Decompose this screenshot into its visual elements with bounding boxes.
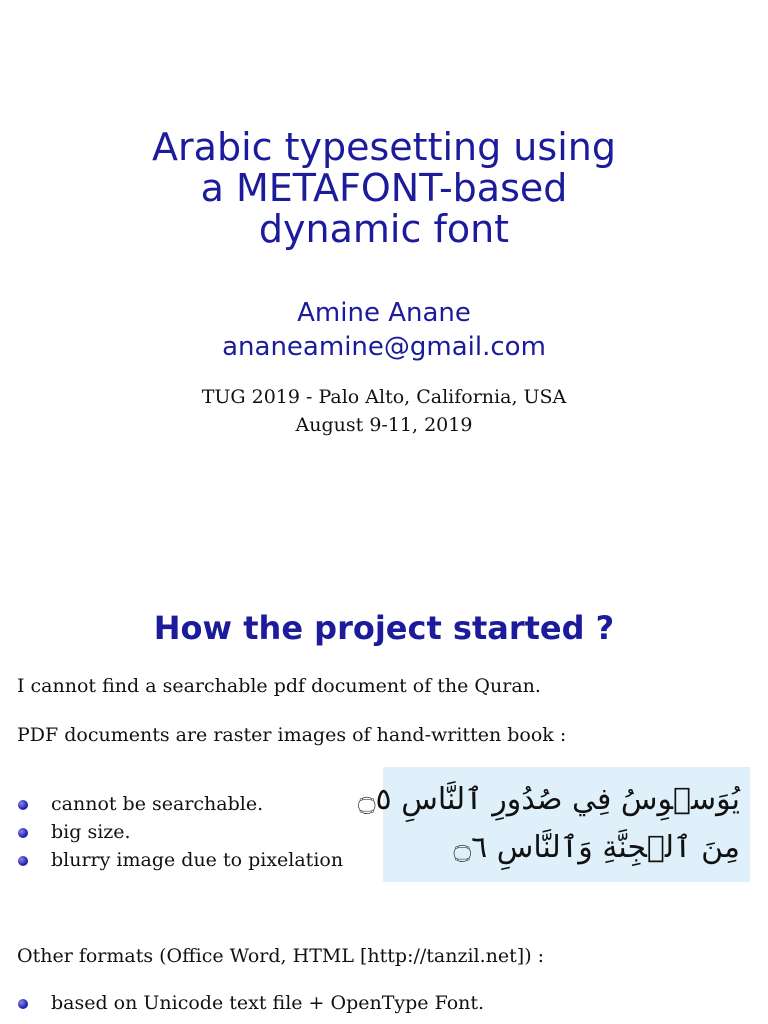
paragraph-3: Other formats (Office Word, HTML [http://tanzil.net]) : <box>17 945 545 967</box>
bullet-list-2 <box>16 989 484 1017</box>
frame-title: How the project started ? <box>153 609 615 647</box>
author-email: ananeamine@gmail.com <box>222 332 546 362</box>
bullet-ball-icon <box>18 828 28 838</box>
event-name: TUG 2019 - Palo Alto, California, USA <box>201 386 567 408</box>
bullet-ball-icon <box>18 856 28 866</box>
list-item <box>16 846 343 874</box>
paragraph-1: I cannot find a searchable pdf document of the Quran. <box>17 675 541 697</box>
quran-verse-line-2: مِنَ ٱلۡجِنَّةِ وَٱلنَّاسِ ۝٦ <box>453 830 740 865</box>
event-block <box>0 383 768 439</box>
quran-verse-line-1: يُوَسۡوِسُ فِي صُدُورِ ٱلنَّاسِ ۝٥ <box>357 782 740 817</box>
bullet-ball-icon <box>18 999 28 1009</box>
bullet-ball-icon <box>18 800 28 810</box>
list-item-text: big size. <box>51 821 131 843</box>
event-date: August 9-11, 2019 <box>295 414 473 436</box>
paragraph-2: PDF documents are raster images of hand-written book : <box>17 724 567 746</box>
list-item-text: based on Unicode text file + OpenType Font. <box>51 992 485 1014</box>
list-item <box>16 790 343 818</box>
presentation-title <box>0 127 768 250</box>
list-item-text: cannot be searchable. <box>51 793 264 815</box>
title-line-2: a METAFONT-based <box>200 166 568 210</box>
title-line-3: dynamic font <box>258 207 510 251</box>
list-item-text: blurry image due to pixelation <box>51 849 344 871</box>
bullet-list-1 <box>16 790 343 874</box>
quran-image <box>357 767 750 882</box>
list-item <box>16 818 343 846</box>
content-slide <box>0 560 768 1024</box>
author-name: Amine Anane <box>297 298 471 328</box>
list-item <box>16 989 484 1017</box>
author-block <box>0 296 768 364</box>
title-line-1: Arabic typesetting using <box>152 125 616 169</box>
